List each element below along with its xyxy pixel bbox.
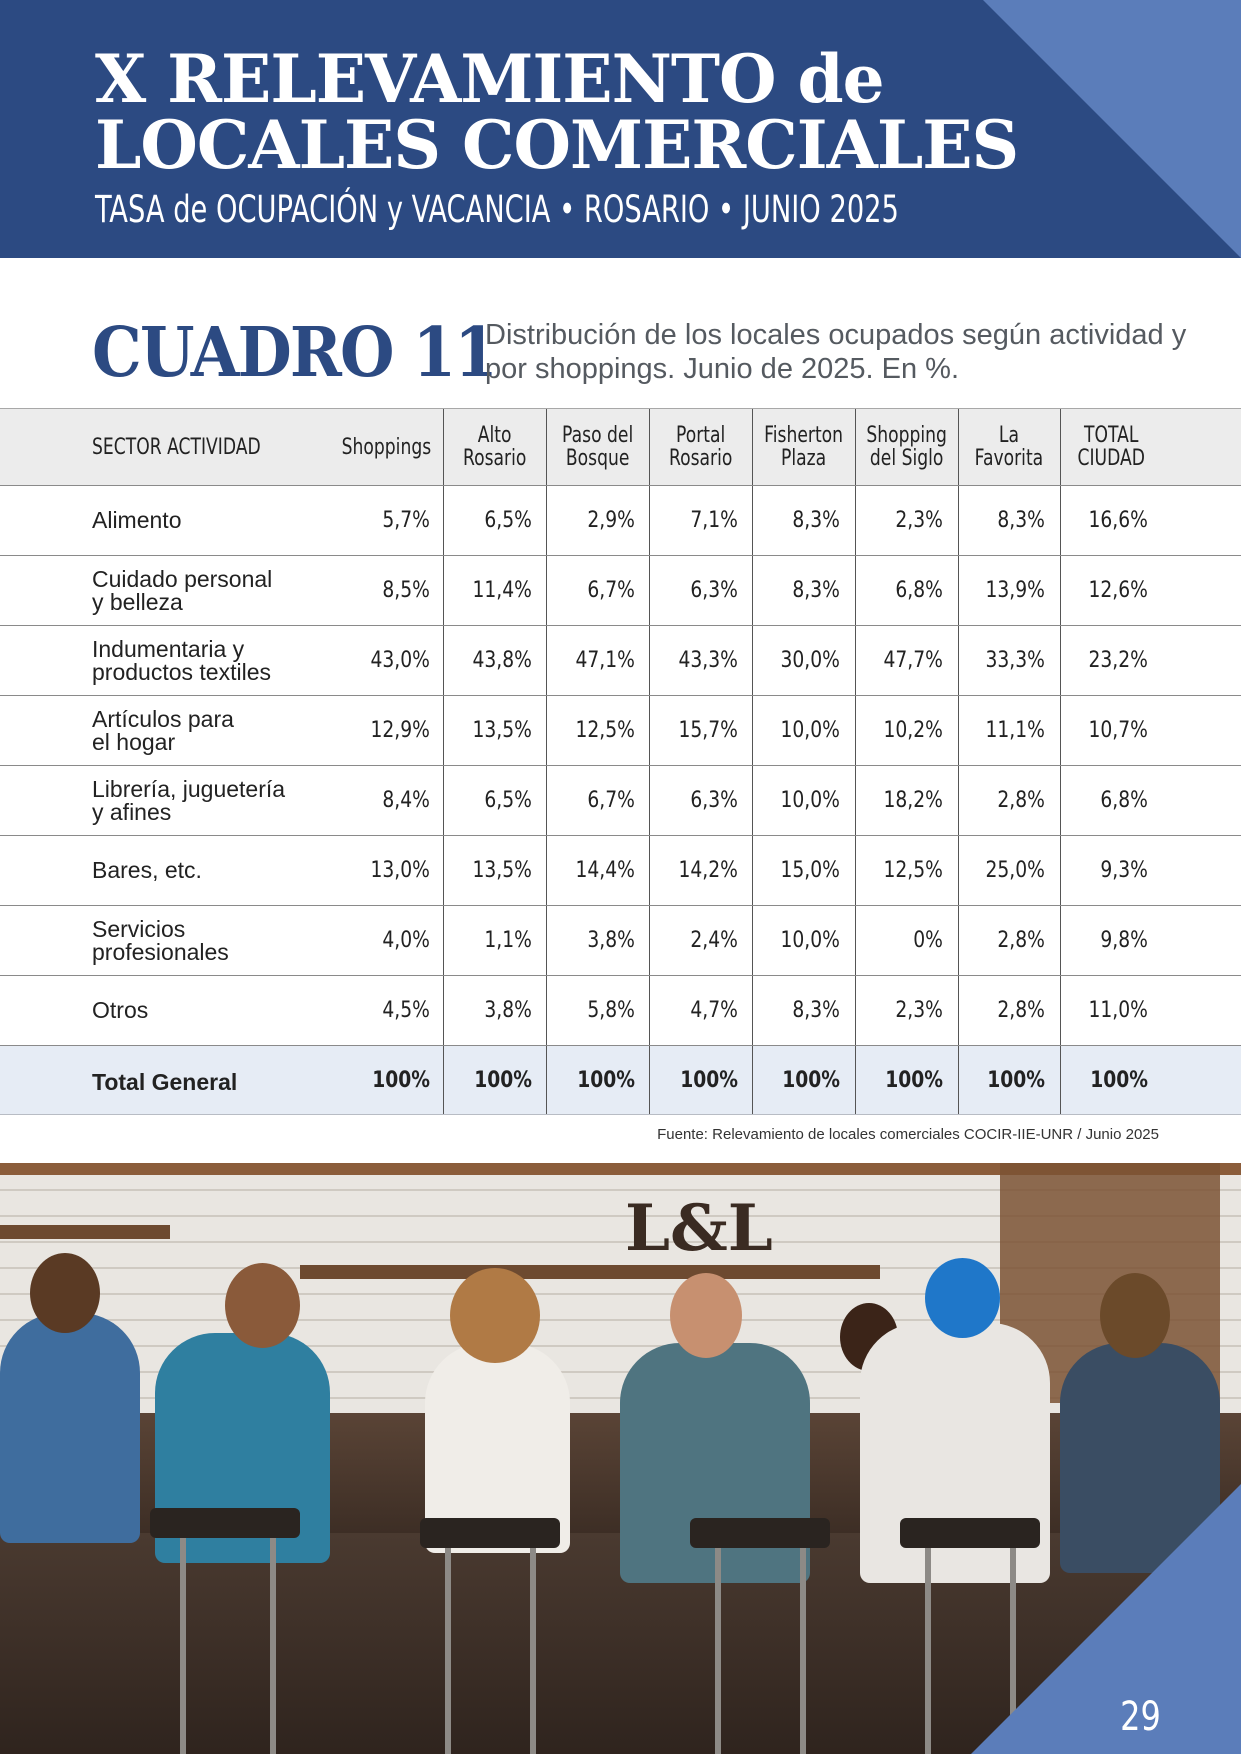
table-cell-value: 2,4% [690, 928, 738, 953]
table-cell-value: 15,0% [780, 858, 840, 883]
header-banner [0, 0, 1241, 258]
column-divider [752, 486, 753, 555]
column-divider [546, 906, 547, 975]
column-divider [752, 976, 753, 1045]
report-title-line1: X RELEVAMIENTO de [95, 40, 884, 118]
column-divider [649, 409, 650, 485]
row-sector-label: Artículos para el hogar [92, 705, 234, 755]
table-cell-value: 23,2% [1088, 648, 1148, 673]
column-divider [958, 626, 959, 695]
table-cell-value: 15,7% [678, 718, 738, 743]
column-divider [649, 766, 650, 835]
table-cell [320, 556, 430, 625]
table-cell [855, 766, 943, 835]
table-row [0, 976, 1241, 1046]
column-divider [546, 976, 547, 1045]
column-divider [649, 976, 650, 1045]
table-cell-value: 10,7% [1088, 718, 1148, 743]
table-cell-value: 6,3% [690, 788, 738, 813]
table-cell-value: 16,6% [1088, 508, 1148, 533]
table-cell [443, 626, 532, 695]
table-cell-value: 9,8% [1100, 928, 1148, 953]
table-cell [443, 556, 532, 625]
column-divider [443, 486, 444, 555]
column-divider [443, 836, 444, 905]
column-divider [1060, 696, 1061, 765]
table-cell [855, 906, 943, 975]
table-cell-value: 18,2% [883, 788, 943, 813]
table-cell-value: 30,0% [780, 648, 840, 673]
table-cell-value: 8,3% [792, 508, 840, 533]
table-header-row [0, 408, 1241, 486]
column-divider [855, 696, 856, 765]
table-cell [855, 626, 943, 695]
column-divider [443, 696, 444, 765]
column-divider [752, 626, 753, 695]
column-divider [649, 486, 650, 555]
column-divider [855, 556, 856, 625]
column-divider [649, 836, 650, 905]
column-divider [546, 486, 547, 555]
table-cell [320, 696, 430, 765]
column-divider [649, 696, 650, 765]
column-divider [855, 1046, 856, 1114]
table-cell [443, 766, 532, 835]
photo-head [450, 1268, 540, 1363]
table-cell [855, 836, 943, 905]
table-cell [546, 486, 635, 555]
table-cell [1060, 556, 1148, 625]
photo-stool [690, 1518, 830, 1548]
table-cell-value: 5,8% [587, 998, 635, 1023]
column-divider [958, 556, 959, 625]
column-divider [443, 976, 444, 1045]
table-cell [320, 906, 430, 975]
photo-shelf [300, 1265, 880, 1279]
table-cell [855, 1046, 943, 1114]
table-cell [320, 976, 430, 1045]
table-cell-value: 6,7% [587, 788, 635, 813]
column-header [443, 409, 546, 485]
table-cell [546, 626, 635, 695]
table-cell [320, 836, 430, 905]
column-divider [1060, 486, 1061, 555]
table-cell-value: 100% [372, 1067, 430, 1093]
table-cell-value: 14,4% [575, 858, 635, 883]
column-divider [546, 556, 547, 625]
photo-stool-leg [800, 1548, 806, 1754]
photo-stool-leg [925, 1548, 931, 1754]
table-cell [855, 976, 943, 1045]
column-header [1060, 409, 1162, 485]
table-cell-value: 100% [782, 1067, 840, 1093]
photo-stool-leg [180, 1538, 186, 1754]
table-cell [649, 766, 738, 835]
table-cell [443, 976, 532, 1045]
table-cell-value: 43,3% [678, 648, 738, 673]
column-divider [752, 1046, 753, 1114]
photo-bar-sign: L&L [625, 1191, 773, 1266]
table-cell [1060, 766, 1148, 835]
table-cell-value: 11,4% [472, 578, 532, 603]
photo-cap [925, 1258, 1000, 1338]
column-divider [1060, 1046, 1061, 1114]
table-cell [443, 1046, 532, 1114]
table-cell [752, 836, 840, 905]
table-row [0, 486, 1241, 556]
table-cell-value: 2,3% [895, 508, 943, 533]
table-cell [443, 836, 532, 905]
table-cell-value: 3,8% [484, 998, 532, 1023]
photo-head [670, 1273, 742, 1358]
column-divider [958, 906, 959, 975]
table-cell [443, 906, 532, 975]
table-cell-value: 2,3% [895, 998, 943, 1023]
table-cell [958, 836, 1045, 905]
photo-shelf [0, 1225, 170, 1239]
column-header [546, 409, 649, 485]
table-row [0, 836, 1241, 906]
table-total-row [0, 1046, 1241, 1115]
photo-stool-leg [270, 1538, 276, 1754]
column-divider [958, 766, 959, 835]
column-divider [443, 556, 444, 625]
table-cell [855, 696, 943, 765]
column-divider [443, 626, 444, 695]
column-divider [546, 409, 547, 485]
column-divider [1060, 836, 1061, 905]
column-divider [1060, 626, 1061, 695]
column-divider [958, 486, 959, 555]
table-cell-value: 100% [474, 1067, 532, 1093]
column-divider [1060, 409, 1061, 485]
header-triangle-decoration [983, 0, 1241, 258]
table-cell [320, 766, 430, 835]
table-cell-value: 14,2% [678, 858, 738, 883]
table-cell [649, 696, 738, 765]
table-cell-value: 47,1% [575, 648, 635, 673]
column-header-label: SECTOR ACTIVIDAD [92, 434, 261, 460]
column-divider [855, 976, 856, 1045]
table-cell [320, 486, 430, 555]
table-cell [1060, 976, 1148, 1045]
table-cell [649, 486, 738, 555]
table-cell-value: 33,3% [985, 648, 1045, 673]
column-divider [1060, 556, 1061, 625]
table-cell-value: 100% [577, 1067, 635, 1093]
table-cell-value: 4,7% [690, 998, 738, 1023]
table-cell-value: 12,6% [1088, 578, 1148, 603]
table-cell [443, 696, 532, 765]
table-cell [1060, 1046, 1148, 1114]
table-cell-value: 2,8% [997, 998, 1045, 1023]
table-cell-value: 12,5% [883, 858, 943, 883]
table-cell [958, 696, 1045, 765]
table-cell [649, 976, 738, 1045]
table-cell [958, 486, 1045, 555]
report-title [95, 40, 1019, 184]
table-cell-value: 47,7% [883, 648, 943, 673]
column-header-label: Alto Rosario [462, 423, 527, 471]
table-cell-value: 8,3% [792, 578, 840, 603]
column-header-label: Portal Rosario [668, 423, 733, 471]
column-divider [546, 766, 547, 835]
row-sector-label: Bares, etc. [92, 857, 202, 883]
column-header [649, 409, 752, 485]
table-cell-value: 4,5% [382, 998, 430, 1023]
cuadro-description: Distribución de los locales ocupados según actividad y por shoppings. Junio de 2025. En %. [485, 319, 1187, 385]
column-divider [752, 409, 753, 485]
table-cell-value: 0% [913, 928, 943, 953]
column-divider [752, 696, 753, 765]
column-divider [958, 976, 959, 1045]
distribution-table [0, 408, 1241, 1115]
table-cell-value: 3,8% [587, 928, 635, 953]
table-cell-value: 100% [1090, 1067, 1148, 1093]
column-divider [546, 836, 547, 905]
column-divider [752, 556, 753, 625]
row-sector-label: Alimento [92, 507, 182, 533]
table-cell [320, 1046, 430, 1114]
table-cell [958, 766, 1045, 835]
table-cell-value: 2,9% [587, 508, 635, 533]
photo-stool-leg [530, 1548, 536, 1754]
table-cell-value: 12,9% [370, 718, 430, 743]
table-cell-value: 8,3% [792, 998, 840, 1023]
column-divider [958, 409, 959, 485]
table-cell [443, 486, 532, 555]
column-divider [855, 906, 856, 975]
photo-person [0, 1313, 140, 1543]
row-sector-label: Otros [92, 997, 149, 1023]
table-cell-value: 100% [987, 1067, 1045, 1093]
table-cell [958, 626, 1045, 695]
table-cell [649, 556, 738, 625]
table-row [0, 766, 1241, 836]
row-sector-label: Total General [92, 1068, 238, 1095]
column-divider [752, 906, 753, 975]
column-header-label: Fisherton Plaza [764, 423, 843, 471]
table-cell [546, 556, 635, 625]
table-cell-value: 8,5% [382, 578, 430, 603]
table-cell-value: 11,1% [985, 718, 1045, 743]
table-cell-value: 13,0% [370, 858, 430, 883]
column-divider [443, 906, 444, 975]
column-header-label: La Favorita [974, 423, 1044, 471]
column-divider [649, 556, 650, 625]
column-divider [649, 906, 650, 975]
table-cell [546, 836, 635, 905]
source-note: Fuente: Relevamiento de locales comerciales COCIR-IIE-UNR / Junio 2025 [657, 1126, 1159, 1143]
table-cell-value: 11,0% [1088, 998, 1148, 1023]
table-cell [649, 626, 738, 695]
table-cell [752, 976, 840, 1045]
row-sector-label: Indumentaria y productos textiles [92, 635, 271, 685]
table-cell-value: 13,9% [985, 578, 1045, 603]
table-cell-value: 43,0% [370, 648, 430, 673]
table-cell [855, 486, 943, 555]
table-cell [1060, 486, 1148, 555]
column-header-label: Shopping del Siglo [866, 423, 947, 471]
table-row [0, 696, 1241, 766]
table-cell [1060, 906, 1148, 975]
column-divider [958, 1046, 959, 1114]
photo-stool-leg [445, 1548, 451, 1754]
column-divider [855, 626, 856, 695]
row-sector-label: Servicios profesionales [92, 915, 229, 965]
table-cell-value: 1,1% [484, 928, 532, 953]
column-divider [958, 696, 959, 765]
table-cell [546, 766, 635, 835]
table-cell [546, 976, 635, 1045]
table-cell-value: 10,0% [780, 788, 840, 813]
table-cell-value: 43,8% [472, 648, 532, 673]
column-divider [855, 766, 856, 835]
table-cell-value: 6,5% [484, 508, 532, 533]
column-divider [1060, 906, 1061, 975]
table-cell-value: 100% [680, 1067, 738, 1093]
photo-head [225, 1263, 300, 1348]
table-cell [958, 1046, 1045, 1114]
table-cell-value: 9,3% [1100, 858, 1148, 883]
row-sector-label: Librería, juguetería y afines [92, 775, 286, 825]
table-row [0, 626, 1241, 696]
photo-stool [420, 1518, 560, 1548]
table-cell [752, 1046, 840, 1114]
table-cell [320, 626, 430, 695]
column-divider [546, 696, 547, 765]
page-corner-triangle [971, 1484, 1241, 1754]
column-header-sector [92, 409, 322, 485]
column-divider [649, 1046, 650, 1114]
photo-head [30, 1253, 100, 1333]
table-cell [752, 626, 840, 695]
table-cell-value: 12,5% [575, 718, 635, 743]
column-divider [752, 836, 753, 905]
table-cell [752, 556, 840, 625]
table-cell-value: 100% [885, 1067, 943, 1093]
table-cell-value: 6,8% [895, 578, 943, 603]
table-cell-value: 6,3% [690, 578, 738, 603]
column-divider [443, 409, 444, 485]
table-cell [1060, 626, 1148, 695]
table-cell [855, 556, 943, 625]
table-cell-value: 2,8% [997, 928, 1045, 953]
column-divider [855, 409, 856, 485]
table-cell-value: 6,8% [1100, 788, 1148, 813]
table-cell [649, 836, 738, 905]
table-cell [1060, 836, 1148, 905]
column-header [855, 409, 958, 485]
table-row [0, 906, 1241, 976]
table-cell-value: 6,5% [484, 788, 532, 813]
table-cell [546, 1046, 635, 1114]
table-cell [649, 906, 738, 975]
table-cell [649, 1046, 738, 1114]
table-row [0, 556, 1241, 626]
photo-stool-leg [715, 1548, 721, 1754]
table-body [0, 486, 1241, 1115]
row-sector-label: Cuidado personal y belleza [92, 565, 273, 615]
table-cell [958, 906, 1045, 975]
table-cell-value: 8,3% [997, 508, 1045, 533]
photo-head [1100, 1273, 1170, 1358]
column-header-label: Paso del Bosque [561, 423, 634, 471]
table-cell-value: 5,7% [382, 508, 430, 533]
page-number: 29 [1120, 1694, 1161, 1740]
column-header [330, 409, 443, 485]
table-cell [546, 906, 635, 975]
column-divider [752, 766, 753, 835]
table-cell-value: 13,5% [472, 718, 532, 743]
table-cell [958, 556, 1045, 625]
column-header-label: Shoppings [341, 434, 432, 460]
report-subtitle: TASA de OCUPACIÓN y VACANCIA • ROSARIO • JUNIO 2025 [95, 188, 899, 231]
table-cell [958, 976, 1045, 1045]
column-divider [855, 836, 856, 905]
column-divider [546, 626, 547, 695]
photo-stool [150, 1508, 300, 1538]
column-header [958, 409, 1060, 485]
table-cell-value: 8,4% [382, 788, 430, 813]
table-cell [752, 766, 840, 835]
table-cell [546, 696, 635, 765]
table-cell-value: 10,2% [883, 718, 943, 743]
table-cell-value: 7,1% [690, 508, 738, 533]
column-divider [443, 1046, 444, 1114]
table-cell-value: 10,0% [780, 718, 840, 743]
column-header-label: TOTAL CIUDAD [1077, 423, 1145, 471]
column-divider [855, 486, 856, 555]
column-divider [443, 766, 444, 835]
cuadro-label: CUADRO 11 [92, 313, 496, 393]
table-cell-value: 10,0% [780, 928, 840, 953]
column-divider [649, 626, 650, 695]
table-cell [752, 906, 840, 975]
table-cell-value: 13,5% [472, 858, 532, 883]
column-divider [958, 836, 959, 905]
table-cell [1060, 696, 1148, 765]
column-divider [1060, 766, 1061, 835]
table-cell-value: 2,8% [997, 788, 1045, 813]
table-cell-value: 4,0% [382, 928, 430, 953]
column-divider [546, 1046, 547, 1114]
column-divider [1060, 976, 1061, 1045]
column-header [752, 409, 855, 485]
table-cell-value: 6,7% [587, 578, 635, 603]
table-cell-value: 25,0% [985, 858, 1045, 883]
table-cell [752, 486, 840, 555]
report-title-line2: LOCALES COMERCIALES [95, 106, 1019, 184]
table-cell [752, 696, 840, 765]
